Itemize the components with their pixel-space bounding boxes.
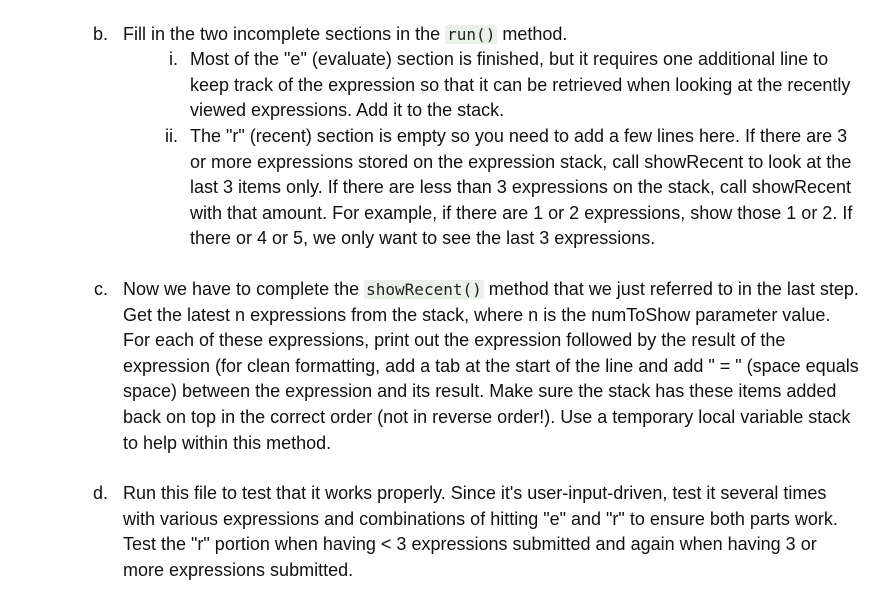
list-marker-d: d.	[92, 483, 108, 503]
item-d-text: Run this file to test that it works properly. Since it's user-input-driven, test it several times with various expressions and combinations of hitting "e" and "r" to ensure both parts work. Test the "r" portion when having < 3 expressions submitted and again when having 3 or more expressions submitted.	[123, 483, 838, 580]
item-ii-text: The "r" (recent) section is empty so you need to add a few lines here. If there are 3 or more expressions stored on the expression stack, call showRecent to look at the last 3 items only. If there are less than 3 expressions on the stack, call showRecent with that amount. For example, if there are 1 or 2 expressions, show those 1 or 2. If there or 4 or 5, we only want to see the last 3 expressions.	[190, 126, 853, 249]
list-marker-c: c.	[93, 279, 108, 299]
list-item-i	[190, 47, 860, 124]
run-method-code: run()	[447, 25, 496, 44]
list-item-d	[123, 481, 855, 583]
list-marker-b: b.	[92, 24, 108, 44]
list-marker-i: i.	[169, 49, 178, 69]
list-marker-ii: ii.	[165, 126, 178, 146]
list-item-c	[123, 277, 861, 456]
item-b-text-start: Fill in the two incomplete sections in the	[123, 24, 446, 44]
item-i-text: Most of the "e" (evaluate) section is finished, but it requires one additional line to keep track of the expression so that it can be retrieved when looking at the recently viewed expressions. Add it to the stack.	[190, 49, 851, 121]
list-item-ii	[190, 124, 854, 252]
show-recent-method-code: showRecent()	[366, 280, 482, 299]
item-b-text-end: method.	[497, 24, 568, 44]
item-c-text-end: method that we just referred to in the last step. Get the latest n expressions from the stack, where n is the numToShow parameter value. For each of these expressions, print out the expression followed by the result of the expression (for clean formatting, add a tab at the start of the line and add " = " (space equals space) between the expression and its result. Make sure the stack has these items added back on top in the correct order (not in reverse order!). Use a temporary local variable stack to help within this method.	[123, 279, 859, 453]
list-item-b	[123, 22, 863, 48]
item-c-text-start: Now we have to complete the	[123, 279, 365, 299]
